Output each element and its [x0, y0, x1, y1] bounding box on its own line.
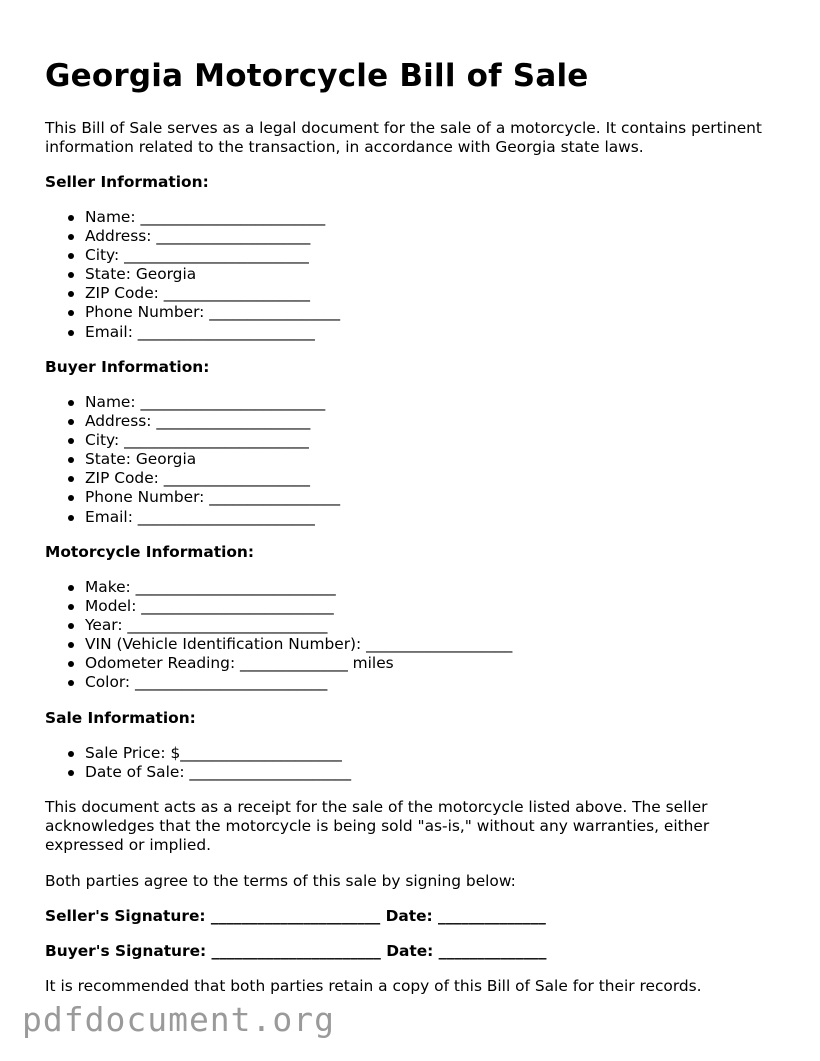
list-item: State: Georgia — [45, 450, 340, 469]
list-item: VIN (Vehicle Identification Number): ___________________ — [45, 635, 512, 654]
list-item: City: ________________________ — [45, 431, 340, 450]
list-item: Make: __________________________ — [45, 578, 512, 597]
buyer-signature-line: Buyer's Signature: ______________________ Date: ______________ — [45, 942, 547, 960]
list-item: ZIP Code: ___________________ — [45, 284, 340, 303]
list-item: Email: _______________________ — [45, 323, 340, 342]
seller-signature-line: Seller's Signature: ______________________ Date: ______________ — [45, 907, 546, 925]
buyer-heading: Buyer Information: — [45, 358, 210, 376]
seller-list — [45, 208, 340, 342]
seller-heading: Seller Information: — [45, 173, 209, 191]
closing-paragraph: It is recommended that both parties retain a copy of this Bill of Sale for their records. — [45, 977, 702, 995]
list-item: Model: _________________________ — [45, 597, 512, 616]
agree-paragraph: Both parties agree to the terms of this sale by signing below: — [45, 872, 516, 890]
list-item: Name: ________________________ — [45, 393, 340, 412]
list-item: Email: _______________________ — [45, 508, 340, 527]
list-item: Year: __________________________ — [45, 616, 512, 635]
list-item: Address: ____________________ — [45, 412, 340, 431]
sale-list — [45, 744, 351, 782]
list-item: ZIP Code: ___________________ — [45, 469, 340, 488]
buyer-list — [45, 393, 340, 527]
motorcycle-heading: Motorcycle Information: — [45, 543, 255, 561]
list-item: Date of Sale: _____________________ — [45, 763, 351, 782]
list-item: Name: ________________________ — [45, 208, 340, 227]
list-item: Odometer Reading: ______________ miles — [45, 654, 512, 673]
list-item: City: ________________________ — [45, 246, 340, 265]
list-item: Address: ____________________ — [45, 227, 340, 246]
list-item: Color: _________________________ — [45, 673, 512, 692]
watermark: pdfdocument.org — [22, 1000, 336, 1039]
list-item: Phone Number: _________________ — [45, 303, 340, 322]
list-item: State: Georgia — [45, 265, 340, 284]
list-item: Phone Number: _________________ — [45, 488, 340, 507]
receipt-paragraph: This document acts as a receipt for the sale of the motorcycle listed above. The seller acknowledges that the motorcycle is being sold "as-is," without any warranties, either expressed or implied. — [45, 798, 710, 854]
intro-paragraph: This Bill of Sale serves as a legal document for the sale of a motorcycle. It contains pertinent information related to the transaction, in accordance with Georgia state laws. — [45, 119, 762, 156]
page-title: Georgia Motorcycle Bill of Sale — [45, 58, 589, 94]
sale-heading: Sale Information: — [45, 709, 196, 727]
motorcycle-list — [45, 578, 512, 693]
list-item: Sale Price: $_____________________ — [45, 744, 351, 763]
